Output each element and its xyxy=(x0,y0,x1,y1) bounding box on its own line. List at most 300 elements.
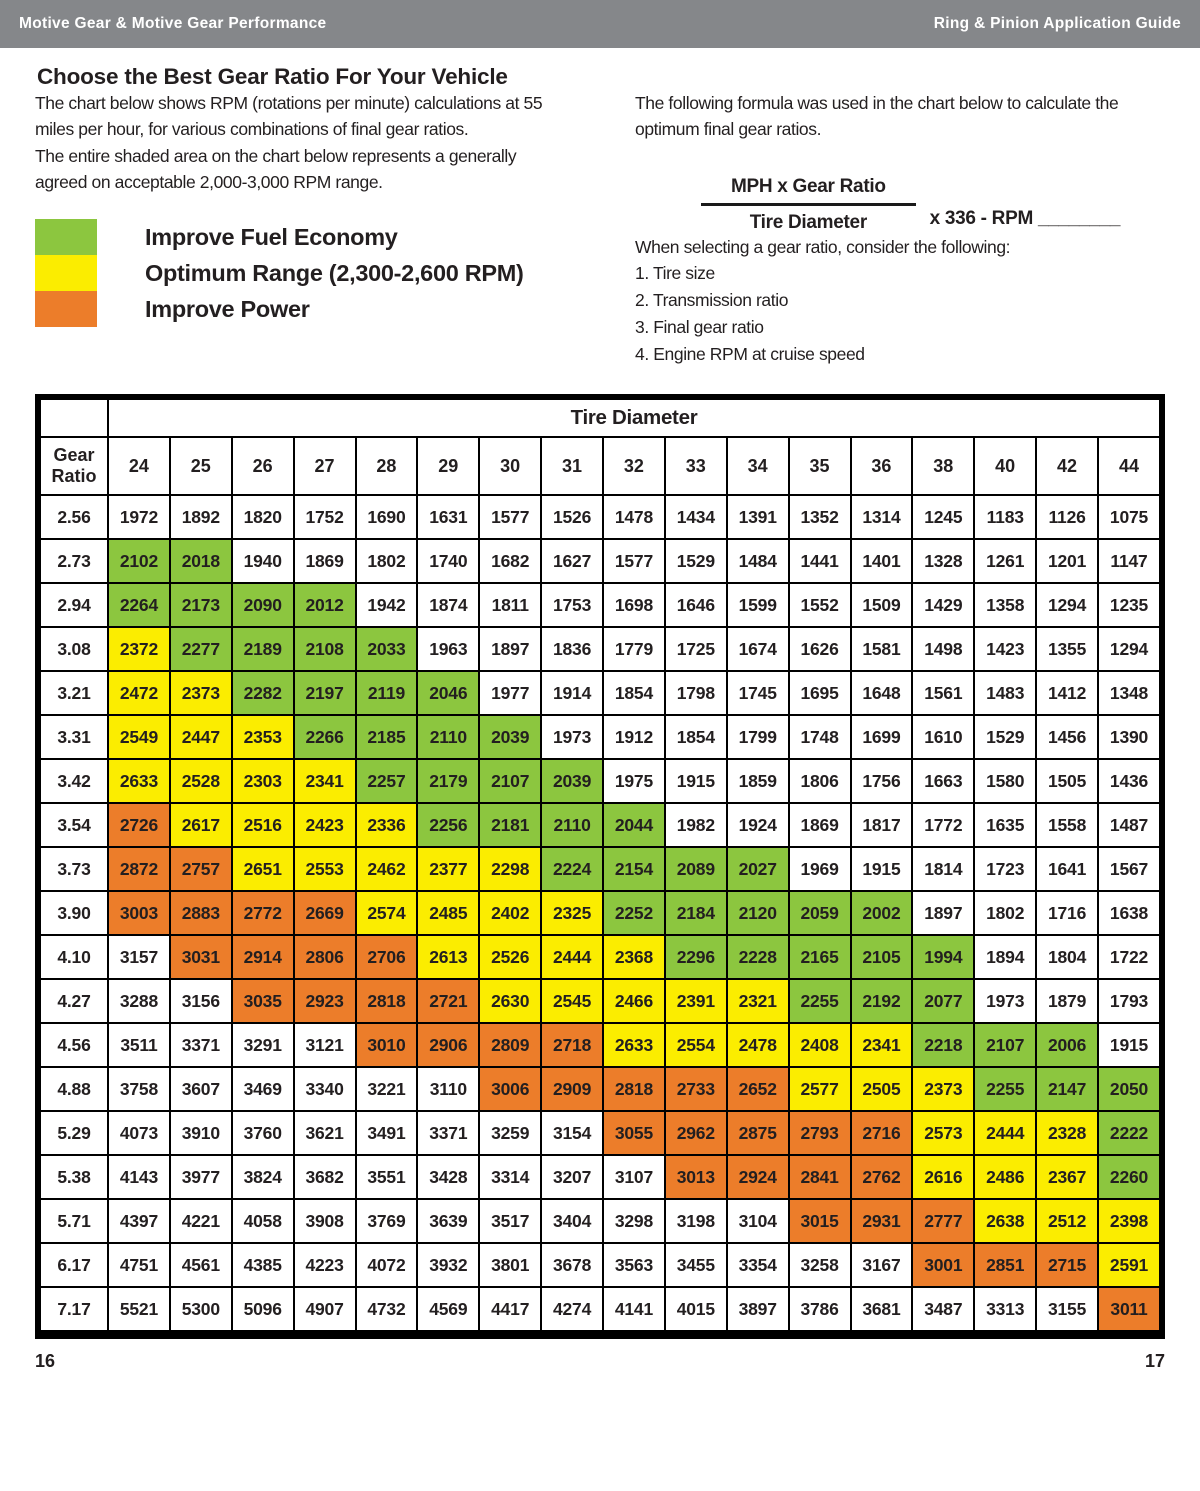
gear-ratio-cell: 5.29 xyxy=(40,1111,108,1155)
rpm-cell: 3035 xyxy=(232,979,294,1023)
rpm-cell: 1599 xyxy=(727,583,789,627)
tire-diameter-column-header: 27 xyxy=(294,437,356,495)
rpm-cell: 2528 xyxy=(170,759,232,803)
rpm-cell: 2018 xyxy=(170,539,232,583)
rpm-cell: 1390 xyxy=(1098,715,1160,759)
rpm-cell: 2296 xyxy=(665,935,727,979)
rpm-cell: 1977 xyxy=(479,671,541,715)
rpm-cell: 1487 xyxy=(1098,803,1160,847)
rpm-cell: 4751 xyxy=(108,1243,170,1287)
tire-diameter-header: Tire Diameter xyxy=(108,399,1160,437)
rpm-cell: 2218 xyxy=(912,1023,974,1067)
table-row xyxy=(40,1067,1160,1111)
rpm-cell: 1722 xyxy=(1098,935,1160,979)
rpm-cell: 2044 xyxy=(603,803,665,847)
rpm-cell: 3354 xyxy=(727,1243,789,1287)
rpm-cell: 1969 xyxy=(789,847,851,891)
rpm-cell: 2266 xyxy=(294,715,356,759)
rpm-cell: 3682 xyxy=(294,1155,356,1199)
considerations-title: When selecting a gear ratio, consider the following: xyxy=(635,236,1011,257)
rpm-cell: 2257 xyxy=(356,759,418,803)
rpm-cell: 2391 xyxy=(665,979,727,1023)
rpm-cell: 2353 xyxy=(232,715,294,759)
gear-ratio-cell: 3.08 xyxy=(40,627,108,671)
rpm-cell: 2046 xyxy=(417,671,479,715)
rpm-cell: 1314 xyxy=(851,495,913,539)
rpm-cell: 1912 xyxy=(603,715,665,759)
rpm-cell: 1940 xyxy=(232,539,294,583)
tire-diameter-column-header: 28 xyxy=(356,437,418,495)
rpm-cell: 1328 xyxy=(912,539,974,583)
tire-diameter-column-header: 32 xyxy=(603,437,665,495)
gear-ratio-cell: 5.71 xyxy=(40,1199,108,1243)
rpm-cell: 1874 xyxy=(417,583,479,627)
gear-ratio-cell: 4.56 xyxy=(40,1023,108,1067)
rpm-cell: 3910 xyxy=(170,1111,232,1155)
rpm-cell: 1577 xyxy=(479,495,541,539)
rpm-cell: 1793 xyxy=(1098,979,1160,1023)
rpm-cell: 2228 xyxy=(727,935,789,979)
rpm-cell: 1897 xyxy=(479,627,541,671)
rpm-cell: 3469 xyxy=(232,1067,294,1111)
intro-paragraph-1: The chart below shows RPM (rotations per minute) calculations at 55 miles per hour, for various combinations of final gear ratios. xyxy=(35,93,543,140)
rpm-cell: 1869 xyxy=(294,539,356,583)
rpm-cell: 2757 xyxy=(170,847,232,891)
tire-diameter-column-header: 38 xyxy=(912,437,974,495)
rpm-cell: 1756 xyxy=(851,759,913,803)
rpm-cell: 3511 xyxy=(108,1023,170,1067)
rpm-cell: 2059 xyxy=(789,891,851,935)
rpm-cell: 2652 xyxy=(727,1067,789,1111)
table-row xyxy=(40,1287,1160,1331)
rpm-cell: 4143 xyxy=(108,1155,170,1199)
rpm-cell: 4223 xyxy=(294,1243,356,1287)
rpm-cell: 2033 xyxy=(356,627,418,671)
rpm-cell: 2962 xyxy=(665,1111,727,1155)
rpm-cell: 4569 xyxy=(417,1287,479,1331)
rpm-cell: 3681 xyxy=(851,1287,913,1331)
rpm-cell: 2733 xyxy=(665,1067,727,1111)
rpm-cell: 2806 xyxy=(294,935,356,979)
table-row xyxy=(40,1243,1160,1287)
rpm-cell: 1682 xyxy=(479,539,541,583)
rpm-cell: 4221 xyxy=(170,1199,232,1243)
rpm-cell: 3491 xyxy=(356,1111,418,1155)
rpm-cell: 2762 xyxy=(851,1155,913,1199)
rpm-cell: 3154 xyxy=(541,1111,603,1155)
gear-ratio-cell: 4.27 xyxy=(40,979,108,1023)
rpm-cell: 2298 xyxy=(479,847,541,891)
rpm-cell: 2485 xyxy=(417,891,479,935)
gear-ratio-cell: 5.38 xyxy=(40,1155,108,1199)
rpm-cell: 1879 xyxy=(1036,979,1098,1023)
rpm-cell: 2706 xyxy=(356,935,418,979)
rpm-cell: 1641 xyxy=(1036,847,1098,891)
rpm-cell: 4274 xyxy=(541,1287,603,1331)
rpm-cell: 2325 xyxy=(541,891,603,935)
rpm-cell: 3786 xyxy=(789,1287,851,1331)
rpm-cell: 3824 xyxy=(232,1155,294,1199)
gear-ratio-cell: 2.73 xyxy=(40,539,108,583)
rpm-cell: 3551 xyxy=(356,1155,418,1199)
rpm-cell: 1914 xyxy=(541,671,603,715)
table-row xyxy=(40,759,1160,803)
rpm-cell: 1484 xyxy=(727,539,789,583)
rpm-cell: 1975 xyxy=(603,759,665,803)
rpm-cell: 1915 xyxy=(665,759,727,803)
rpm-table xyxy=(39,398,1161,1332)
rpm-cell: 3769 xyxy=(356,1199,418,1243)
page-content xyxy=(0,64,1200,1372)
tire-diameter-column-header: 42 xyxy=(1036,437,1098,495)
rpm-cell: 2931 xyxy=(851,1199,913,1243)
rpm-cell: 1963 xyxy=(417,627,479,671)
rpm-cell: 3291 xyxy=(232,1023,294,1067)
rpm-cell: 3932 xyxy=(417,1243,479,1287)
tire-diameter-column-header: 35 xyxy=(789,437,851,495)
page-footer xyxy=(35,1351,1165,1372)
intro-right-column xyxy=(635,90,1165,368)
rpm-cell: 1972 xyxy=(108,495,170,539)
rpm-cell: 1561 xyxy=(912,671,974,715)
rpm-cell: 1804 xyxy=(1036,935,1098,979)
rpm-cell: 3011 xyxy=(1098,1287,1160,1331)
tire-diameter-column-header: 29 xyxy=(417,437,479,495)
rpm-cell: 2875 xyxy=(727,1111,789,1155)
rpm-cell: 1716 xyxy=(1036,891,1098,935)
rpm-cell: 2809 xyxy=(479,1023,541,1067)
rpm-cell: 1690 xyxy=(356,495,418,539)
rpm-cell: 3428 xyxy=(417,1155,479,1199)
rpm-cell: 1552 xyxy=(789,583,851,627)
rpm-cell: 2050 xyxy=(1098,1067,1160,1111)
rpm-cell: 1581 xyxy=(851,627,913,671)
rpm-cell: 1894 xyxy=(974,935,1036,979)
rpm-cell: 3221 xyxy=(356,1067,418,1111)
legend-swatch-y xyxy=(35,255,97,291)
rpm-cell: 2613 xyxy=(417,935,479,979)
rpm-cell: 1982 xyxy=(665,803,727,847)
intro-paragraph-2: The entire shaded area on the chart below represents a generally agreed on acceptable 2,000-3,000 RPM range. xyxy=(35,145,517,192)
formula-numerator: MPH x Gear Ratio xyxy=(701,176,916,206)
rpm-cell: 1245 xyxy=(912,495,974,539)
rpm-cell: 1434 xyxy=(665,495,727,539)
rpm-cell: 2372 xyxy=(108,627,170,671)
rpm-cell: 2110 xyxy=(417,715,479,759)
rpm-cell: 2107 xyxy=(974,1023,1036,1067)
rpm-cell: 1698 xyxy=(603,583,665,627)
rpm-cell: 2173 xyxy=(170,583,232,627)
page-number-left: 16 xyxy=(35,1351,56,1372)
rpm-cell: 2089 xyxy=(665,847,727,891)
tire-diameter-column-header: 40 xyxy=(974,437,1036,495)
consideration-item: 1. Tire size xyxy=(635,262,715,283)
rpm-cell: 2883 xyxy=(170,891,232,935)
rpm-cell: 3121 xyxy=(294,1023,356,1067)
rpm-cell: 2197 xyxy=(294,671,356,715)
rpm-cell: 1811 xyxy=(479,583,541,627)
rpm-cell: 1817 xyxy=(851,803,913,847)
header-left-title: Motive Gear & Motive Gear Performance xyxy=(19,15,327,32)
rpm-cell: 4417 xyxy=(479,1287,541,1331)
rpm-cell: 1814 xyxy=(912,847,974,891)
tire-diameter-column-header: 31 xyxy=(541,437,603,495)
rpm-cell: 3977 xyxy=(170,1155,232,1199)
rpm-cell: 2512 xyxy=(1036,1199,1098,1243)
rpm-cell: 2398 xyxy=(1098,1199,1160,1243)
rpm-cell: 3167 xyxy=(851,1243,913,1287)
rpm-cell: 2039 xyxy=(479,715,541,759)
rpm-cell: 1699 xyxy=(851,715,913,759)
legend-item xyxy=(35,255,600,291)
gear-ratio-cell: 4.88 xyxy=(40,1067,108,1111)
legend-item xyxy=(35,219,600,255)
rpm-cell: 2192 xyxy=(851,979,913,1023)
rpm-cell: 3758 xyxy=(108,1067,170,1111)
rpm-cell: 3897 xyxy=(727,1287,789,1331)
rpm-cell: 1854 xyxy=(603,671,665,715)
rpm-cell: 2373 xyxy=(912,1067,974,1111)
rpm-cell: 2818 xyxy=(603,1067,665,1111)
rpm-cell: 1740 xyxy=(417,539,479,583)
rpm-cell: 1261 xyxy=(974,539,1036,583)
rpm-cell: 2478 xyxy=(727,1023,789,1067)
considerations-list xyxy=(635,260,1165,369)
rpm-cell: 1529 xyxy=(665,539,727,583)
rpm-cell: 2793 xyxy=(789,1111,851,1155)
rpm-cell: 3340 xyxy=(294,1067,356,1111)
legend-swatch-o xyxy=(35,291,97,327)
rpm-cell: 3258 xyxy=(789,1243,851,1287)
rpm-cell: 3013 xyxy=(665,1155,727,1199)
rpm-cell: 2328 xyxy=(1036,1111,1098,1155)
rpm-cell: 2909 xyxy=(541,1067,603,1111)
rpm-cell: 2377 xyxy=(417,847,479,891)
rpm-cell: 1994 xyxy=(912,935,974,979)
rpm-cell: 2777 xyxy=(912,1199,974,1243)
rpm-cell: 1391 xyxy=(727,495,789,539)
rpm-cell: 1498 xyxy=(912,627,974,671)
rpm-cell: 1294 xyxy=(1036,583,1098,627)
rpm-cell: 3760 xyxy=(232,1111,294,1155)
rpm-cell: 1779 xyxy=(603,627,665,671)
rpm-cell: 2447 xyxy=(170,715,232,759)
rpm-cell: 2105 xyxy=(851,935,913,979)
tire-diameter-column-header: 44 xyxy=(1098,437,1160,495)
table-row xyxy=(40,847,1160,891)
table-row xyxy=(40,627,1160,671)
rpm-cell: 2718 xyxy=(541,1023,603,1067)
rpm-cell: 1897 xyxy=(912,891,974,935)
rpm-cell: 1183 xyxy=(974,495,1036,539)
rpm-cell: 4058 xyxy=(232,1199,294,1243)
rpm-cell: 1441 xyxy=(789,539,851,583)
rpm-cell: 1798 xyxy=(665,671,727,715)
rpm-cell: 3157 xyxy=(108,935,170,979)
consideration-item: 2. Transmission ratio xyxy=(635,289,789,310)
corner-cell xyxy=(40,399,108,437)
rpm-cell: 3031 xyxy=(170,935,232,979)
tire-diameter-column-header: 33 xyxy=(665,437,727,495)
rpm-cell: 1567 xyxy=(1098,847,1160,891)
rpm-cell: 2189 xyxy=(232,627,294,671)
rpm-cell: 1806 xyxy=(789,759,851,803)
gear-ratio-cell: 7.17 xyxy=(40,1287,108,1331)
rpm-cell: 2408 xyxy=(789,1023,851,1067)
rpm-cell: 2553 xyxy=(294,847,356,891)
rpm-cell: 2423 xyxy=(294,803,356,847)
rpm-cell: 1610 xyxy=(912,715,974,759)
rpm-cell: 5096 xyxy=(232,1287,294,1331)
rpm-cell: 1627 xyxy=(541,539,603,583)
consideration-item: 3. Final gear ratio xyxy=(635,317,764,337)
page-number-right: 17 xyxy=(1144,1351,1165,1372)
rpm-cell: 2154 xyxy=(603,847,665,891)
rpm-cell: 2108 xyxy=(294,627,356,671)
tire-diameter-column-header: 34 xyxy=(727,437,789,495)
rpm-cell: 1235 xyxy=(1098,583,1160,627)
rpm-cell: 1429 xyxy=(912,583,974,627)
rpm-cell: 3908 xyxy=(294,1199,356,1243)
rpm-cell: 1626 xyxy=(789,627,851,671)
rpm-cell: 1483 xyxy=(974,671,1036,715)
rpm-cell: 1646 xyxy=(665,583,727,627)
rpm-cell: 2573 xyxy=(912,1111,974,1155)
rpm-cell: 2574 xyxy=(356,891,418,935)
rpm-cell: 2772 xyxy=(232,891,294,935)
rpm-cell: 2107 xyxy=(479,759,541,803)
rpm-cell: 2185 xyxy=(356,715,418,759)
rpm-cell: 3010 xyxy=(356,1023,418,1067)
rpm-cell: 4141 xyxy=(603,1287,665,1331)
rpm-cell: 1577 xyxy=(603,539,665,583)
rpm-cell: 2321 xyxy=(727,979,789,1023)
rpm-cell: 1358 xyxy=(974,583,1036,627)
rpm-cell: 2716 xyxy=(851,1111,913,1155)
rpm-cell: 3371 xyxy=(417,1111,479,1155)
rpm-cell: 1529 xyxy=(974,715,1036,759)
rpm-cell: 1412 xyxy=(1036,671,1098,715)
rpm-cell: 1859 xyxy=(727,759,789,803)
rpm-cell: 3155 xyxy=(1036,1287,1098,1331)
table-row xyxy=(40,979,1160,1023)
formula-suffix: x 336 - RPM ________ xyxy=(929,207,1121,229)
rpm-cell: 2252 xyxy=(603,891,665,935)
rpm-cell: 2721 xyxy=(417,979,479,1023)
rpm-cell: 1355 xyxy=(1036,627,1098,671)
rpm-cell: 2638 xyxy=(974,1199,1036,1243)
gear-ratio-cell: 3.54 xyxy=(40,803,108,847)
rpm-cell: 2367 xyxy=(1036,1155,1098,1199)
rpm-cell: 3104 xyxy=(727,1199,789,1243)
rpm-cell: 3621 xyxy=(294,1111,356,1155)
rpm-cell: 3110 xyxy=(417,1067,479,1111)
rpm-cell: 1648 xyxy=(851,671,913,715)
rpm-cell: 2872 xyxy=(108,847,170,891)
rpm-cell: 1745 xyxy=(727,671,789,715)
rpm-cell: 2851 xyxy=(974,1243,1036,1287)
rpm-cell: 3563 xyxy=(603,1243,665,1287)
rpm-cell: 2090 xyxy=(232,583,294,627)
rpm-cell: 1663 xyxy=(912,759,974,803)
rpm-cell: 2255 xyxy=(789,979,851,1023)
rpm-cell: 3455 xyxy=(665,1243,727,1287)
rpm-cell: 2264 xyxy=(108,583,170,627)
rpm-cell: 2039 xyxy=(541,759,603,803)
rpm-cell: 3107 xyxy=(603,1155,665,1199)
rpm-cell: 2554 xyxy=(665,1023,727,1067)
rpm-cell: 1509 xyxy=(851,583,913,627)
rpm-cell: 1915 xyxy=(1098,1023,1160,1067)
rpm-cell: 3639 xyxy=(417,1199,479,1243)
rpm-cell: 2505 xyxy=(851,1067,913,1111)
rpm-cell: 1352 xyxy=(789,495,851,539)
table-row xyxy=(40,495,1160,539)
rpm-cell: 2006 xyxy=(1036,1023,1098,1067)
rpm-cell: 2472 xyxy=(108,671,170,715)
rpm-cell: 2726 xyxy=(108,803,170,847)
gear-ratio-cell: 3.31 xyxy=(40,715,108,759)
rpm-cell: 1802 xyxy=(356,539,418,583)
rpm-cell: 2341 xyxy=(851,1023,913,1067)
rpm-cell: 2651 xyxy=(232,847,294,891)
rpm-cell: 2255 xyxy=(974,1067,1036,1111)
gear-ratio-cell: 3.42 xyxy=(40,759,108,803)
rpm-cell: 2303 xyxy=(232,759,294,803)
legend-label: Optimum Range (2,300-2,600 RPM) xyxy=(145,259,524,286)
rpm-cell: 4385 xyxy=(232,1243,294,1287)
rpm-cell: 1147 xyxy=(1098,539,1160,583)
rpm-cell: 2222 xyxy=(1098,1111,1160,1155)
rpm-cell: 5300 xyxy=(170,1287,232,1331)
table-row xyxy=(40,583,1160,627)
rpm-cell: 2462 xyxy=(356,847,418,891)
rpm-cell: 2914 xyxy=(232,935,294,979)
rpm-cell: 2184 xyxy=(665,891,727,935)
rpm-cell: 2545 xyxy=(541,979,603,1023)
rpm-cell: 1772 xyxy=(912,803,974,847)
rpm-cell: 3207 xyxy=(541,1155,603,1199)
rpm-cell: 1294 xyxy=(1098,627,1160,671)
rpm-cell: 3517 xyxy=(479,1199,541,1243)
formula-intro-paragraph: The following formula was used in the chart below to calculate the optimum final gear ratios. xyxy=(635,93,1119,140)
rpm-cell: 3487 xyxy=(912,1287,974,1331)
rpm-cell: 2120 xyxy=(727,891,789,935)
rpm-cell: 2924 xyxy=(727,1155,789,1199)
rpm-cell: 4015 xyxy=(665,1287,727,1331)
rpm-cell: 1505 xyxy=(1036,759,1098,803)
rpm-cell: 3678 xyxy=(541,1243,603,1287)
gear-ratio-cell: 3.21 xyxy=(40,671,108,715)
rpm-cell: 1075 xyxy=(1098,495,1160,539)
rpm-cell: 2119 xyxy=(356,671,418,715)
rpm-cell: 1635 xyxy=(974,803,1036,847)
rpm-cell: 1820 xyxy=(232,495,294,539)
legend xyxy=(35,219,600,327)
rpm-cell: 3288 xyxy=(108,979,170,1023)
rpm-cell: 3198 xyxy=(665,1199,727,1243)
rpm-cell: 2577 xyxy=(789,1067,851,1111)
rpm-cell: 2336 xyxy=(356,803,418,847)
rpm-cell: 1973 xyxy=(541,715,603,759)
tire-diameter-column-header: 36 xyxy=(851,437,913,495)
gear-ratio-header: Gear Ratio xyxy=(40,437,108,495)
rpm-cell: 2147 xyxy=(1036,1067,1098,1111)
rpm-cell: 2181 xyxy=(479,803,541,847)
rpm-cell: 2617 xyxy=(170,803,232,847)
rpm-cell: 1869 xyxy=(789,803,851,847)
rpm-cell: 1942 xyxy=(356,583,418,627)
